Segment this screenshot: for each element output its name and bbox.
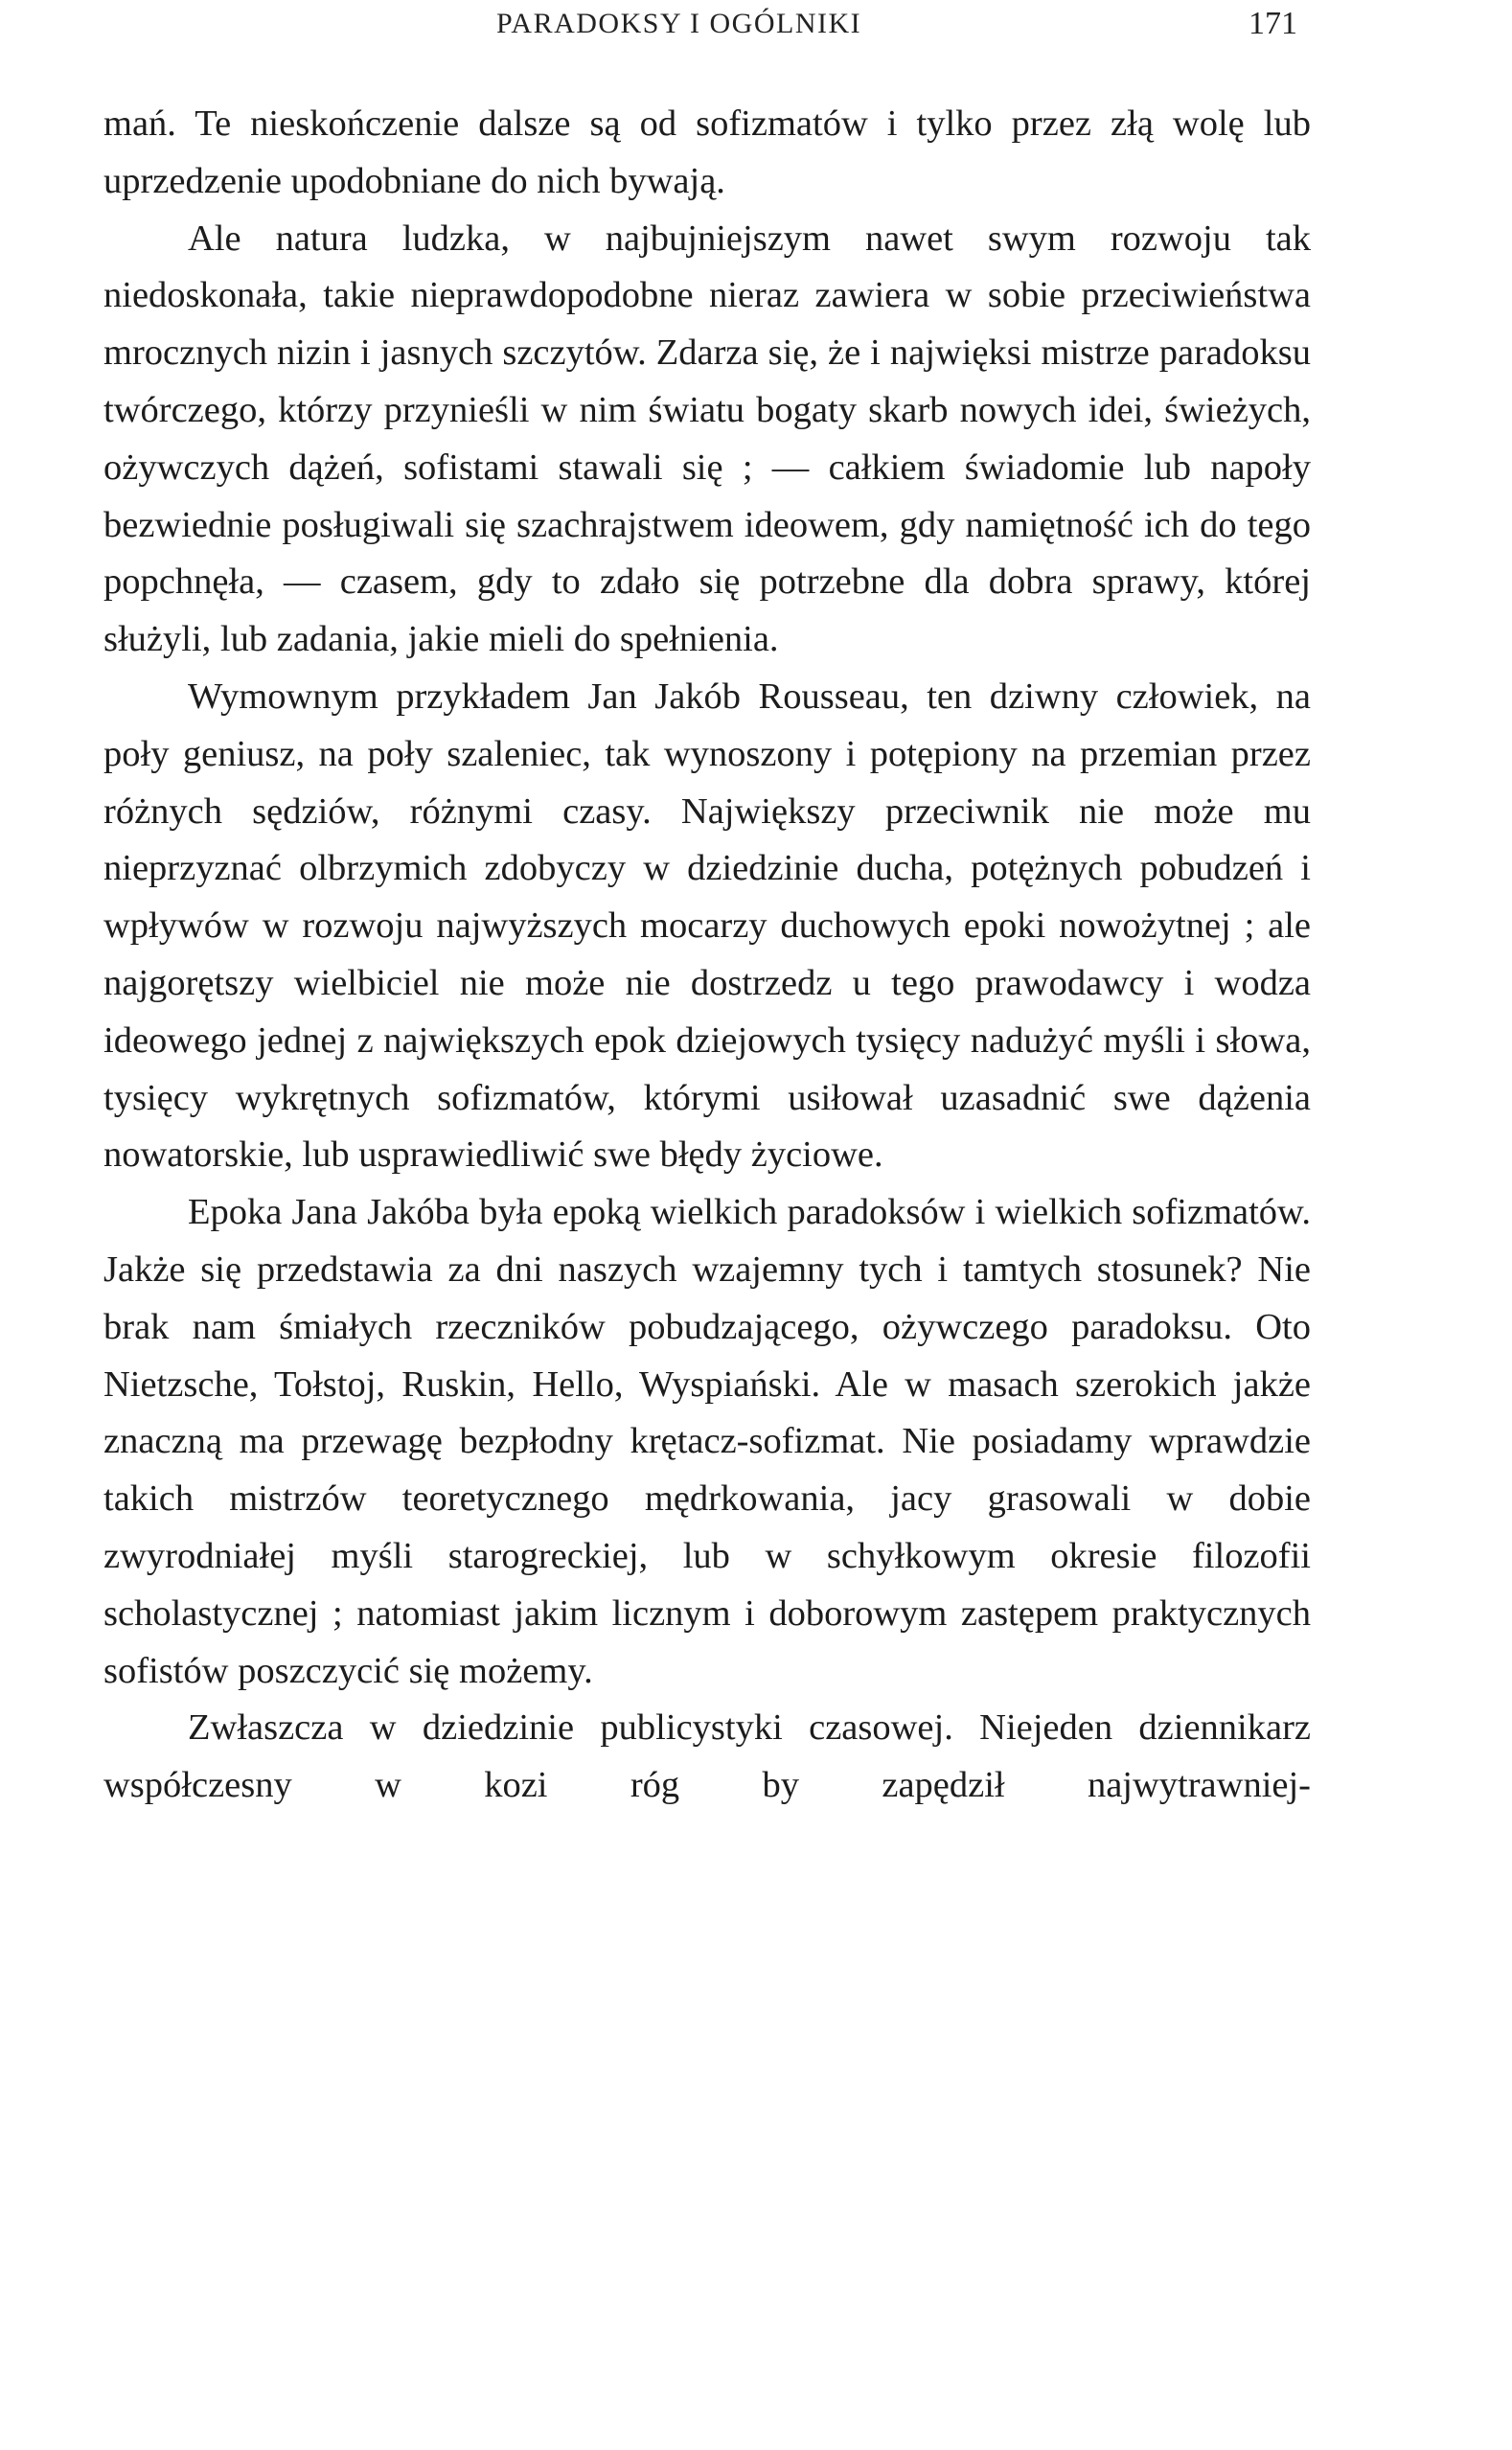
paragraph-human-nature: Ale natura ludzka, w najbujniejszym nawet swym rozwoju tak niedoskonała, takie nieprawdopodobne nieraz zawiera w sobie przeciwieństwa mrocznych nizin i jasnych szczytów. Zdarza się, że i najwięksi mistrze paradoksu twórczego, którzy przynieśli w nim światu bogaty skarb nowych idei, świeżych, ożywczych dążeń, sofistami stawali się ; — całkiem świadomie lub napoły bezwiednie posługiwali się szachrajstwem ideowem, gdy namiętność ich do tego popchnęła, — czasem, gdy to zdało się potrzebne dla dobra sprawy, której służyli, lub zadania, jakie mieli do spełnienia.: [103, 218, 1311, 660]
book-page: [103, 0, 1311, 2450]
body-text: [103, 96, 1311, 1815]
paragraph-continued: mań. Te nieskończenie dalsze są od sofizmatów i tylko przez złą wolę lub uprzedzenie upodobniane do nich bywają.: [103, 103, 1311, 201]
running-head: [103, 8, 1311, 50]
running-title: PARADOKSY I OGÓLNIKI: [496, 8, 862, 39]
paragraph-epoch: Epoka Jana Jakóba była epoką wielkich paradoksów i wielkich sofizmatów. Jakże się przedstawia za dni naszych wzajemny tych i tamtych stosunek? Nie brak nam śmiałych rzeczników pobudzającego, ożywczego paradoksu. Oto Nietzsche, Tołstoj, Ruskin, Hello, Wyspiański. Ale w masach szerokich jakże znaczną ma przewagę bezpłodny krętacz-sofizmat. Nie posiadamy wprawdzie takich mistrzów teoretycznego mędrkowania, jacy grasowali w dobie zwyrodniałej myśli starogreckiej, lub w schyłkowym okresie filozofii scholastycznej ; natomiast jakim licznym i doborowym zastępem praktycznych sofistów poszczycić się możemy.: [103, 1192, 1311, 1691]
page-number: 171: [1249, 6, 1297, 41]
paragraph-rousseau: Wymownym przykładem Jan Jakób Rousseau, ten dziwny człowiek, na poły geniusz, na poły szaleniec, tak wynoszony i potępiony na przemian przez różnych sędziów, różnymi czasy. Największy przeciwnik nie może mu nieprzyznać olbrzymich zdobyczy w dziedzinie ducha, potężnych pobudzeń i wpływów w rozwoju najwyższych mocarzy duchowych epoki nowożytnej ; ale najgorętszy wielbiciel nie może nie dostrzedz u tego prawodawcy i wodza ideowego jednej z największych epok dziejowych tysięcy nadużyć myśli i słowa, tysięcy wykrętnych sofizmatów, którymi usiłował uzasadnić swe dążenia nowatorskie, lub usprawiedliwić swe błędy życiowe.: [103, 675, 1311, 1176]
paragraph-journalism: Zwłaszcza w dziedzinie publicystyki czasowej. Niejeden dziennikarz współczesny w kozi róg by zapędził najwytrawniej-: [103, 1707, 1311, 1806]
